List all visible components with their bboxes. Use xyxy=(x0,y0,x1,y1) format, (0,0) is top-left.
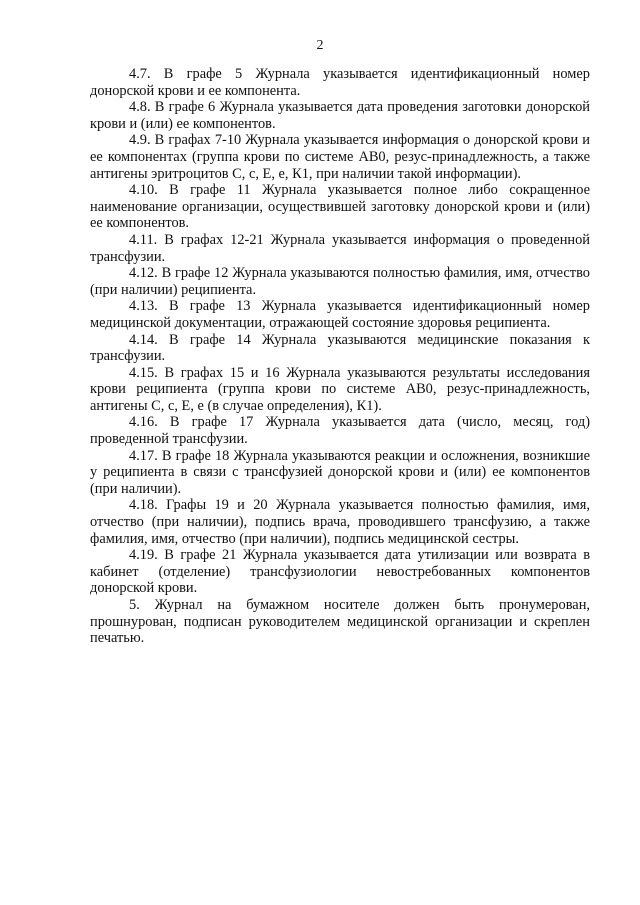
paragraph-4-17: 4.17. В графе 18 Журнала указываются реакции и осложнения, возникшие у реципиента в связи с трансфузией донорской крови и (или) ее компонентов (при наличии). xyxy=(90,447,590,497)
paragraph-4-19: 4.19. В графе 21 Журнала указывается дата утилизации или возврата в кабинет (отделение) трансфузиологии невостребованных компонентов донорской крови. xyxy=(90,547,590,597)
document-body xyxy=(90,66,590,647)
paragraph-4-16: 4.16. В графе 17 Журнала указывается дата (число, месяц, год) проведенной трансфузии. xyxy=(90,414,590,448)
paragraph-4-7: 4.7. В графе 5 Журнала указывается идентификационный номер донорской крови и ее компонента. xyxy=(90,66,590,99)
paragraph-4-10: 4.10. В графе 11 Журнала указывается полное либо сокращенное наименование организации, осуществившей заготовку донорской крови и (или) ее компонентов. xyxy=(90,182,590,232)
paragraph-4-12: 4.12. В графе 12 Журнала указываются полностью фамилия, имя, отчество (при наличии) реципиента. xyxy=(90,265,590,298)
paragraph-4-9: 4.9. В графах 7-10 Журнала указывается информация о донорской крови и ее компонентах (группа крови по системе АВ0, резус-принадлежность, а также антигены эритроцитов С, с, Е, е, К1, при наличии такой информации). xyxy=(90,132,590,182)
paragraph-4-14: 4.14. В графе 14 Журнала указываются медицинские показания к трансфузии. xyxy=(90,331,590,365)
paragraph-5: 5. Журнал на бумажном носителе должен быть пронумерован, прошнурован, подписан руководителем медицинской организации и скреплен печатью. xyxy=(90,597,590,647)
paragraph-4-8: 4.8. В графе 6 Журнала указывается дата проведения заготовки донорской крови и (или) ее компонентов. xyxy=(90,99,590,132)
paragraph-4-11: 4.11. В графах 12-21 Журнала указывается информация о проведенной трансфузии. xyxy=(90,231,590,265)
paragraph-4-13: 4.13. В графе 13 Журнала указывается идентификационный номер медицинской документации, отражающей состояние здоровья реципиента. xyxy=(90,298,590,331)
paragraph-4-15: 4.15. В графах 15 и 16 Журнала указываются результаты исследования крови реципиента (группа крови по системе АВ0, резус-принадлежность, антигены С, с, Е, е (в случае определения), К1). xyxy=(90,364,590,414)
paragraph-4-18: 4.18. Графы 19 и 20 Журнала указывается полностью фамилия, имя, отчество (при наличии), подпись врача, проводившего трансфузию, а также фамилия, имя, отчество (при наличии), подпись медицинской сестры. xyxy=(90,497,590,547)
page-number: 2 xyxy=(316,38,324,53)
